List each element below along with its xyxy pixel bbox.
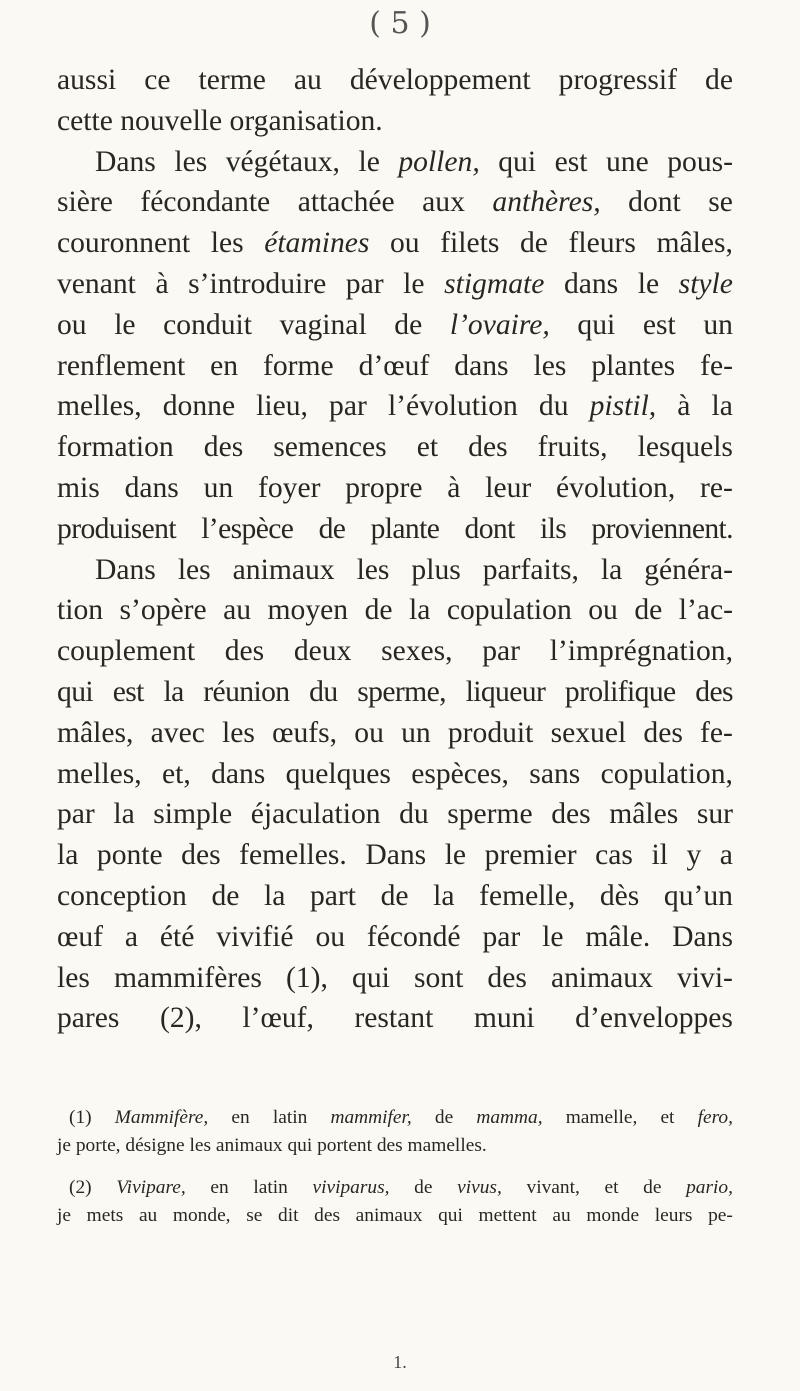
text-line: melles, et, dans quelques espèces, sans copulation,: [57, 757, 733, 790]
text-line: pares (2), l’œuf, restant muni d’enveloppes: [57, 1002, 733, 1035]
footnotes: [57, 1104, 733, 1230]
text-line: aussi ce terme au développement progressif de: [57, 64, 733, 96]
text-line: mis dans un foyer propre à leur évolution, re-: [57, 471, 733, 504]
body-text: [57, 60, 733, 1039]
footnote-line: je mets au monde, se dit des animaux qui mettent au monde leurs pe-: [57, 1205, 733, 1226]
footnote-line: je porte, désigne les animaux qui portent des mamelles.: [57, 1135, 487, 1156]
text-line: ou le conduit vaginal de l’ovaire, qui est un: [57, 308, 733, 341]
text-line: cette nouvelle organisation.: [57, 104, 383, 137]
text-line: qui est la réunion du sperme, liqueur prolifique des: [57, 675, 733, 708]
text-line: couronnent les étamines ou filets de fleurs mâles,: [57, 227, 733, 260]
footnote-line: (1) Mammifère, en latin mammifer, de mamma, mamelle, et fero,: [69, 1107, 733, 1128]
text-line: œuf a été vivifié ou fécondé par le mâle. Dans: [57, 920, 733, 953]
page-number: ( 5 ): [369, 6, 431, 41]
text-line: venant à s’introduire par le stigmate dans le style: [57, 267, 733, 300]
text-line: conception de la part de la femelle, dès qu’un: [57, 879, 733, 912]
text-line: renflement en forme d’œuf dans les plantes fe-: [57, 349, 733, 382]
text-line: mâles, avec les œufs, ou un produit sexuel des fe-: [57, 716, 733, 749]
text-line: par la simple éjaculation du sperme des mâles sur: [57, 798, 733, 831]
text-line: tion s’opère au moyen de la copulation ou de l’ac-: [57, 594, 733, 627]
footnote-line: (2) Vivipare, en latin viviparus, de vivus, vivant, et de pario,: [69, 1177, 733, 1198]
text-line: Dans les végétaux, le pollen, qui est une pous-: [95, 145, 733, 178]
text-line: produisent l’espèce de plante dont ils proviennent.: [57, 512, 733, 545]
text-line: Dans les animaux les plus parfaits, la généra-: [95, 553, 733, 586]
signature-mark: 1.: [393, 1352, 407, 1372]
text-line: sière fécondante attachée aux anthères, dont se: [57, 186, 733, 219]
text-line: les mammifères (1), qui sont des animaux vivi-: [57, 961, 733, 994]
text-line: couplement des deux sexes, par l’imprégnation,: [57, 635, 733, 668]
text-line: melles, donne lieu, par l’évolution du pistil, à la: [57, 390, 733, 423]
text-line: la ponte des femelles. Dans le premier cas il y a: [57, 839, 733, 872]
text-line: formation des semences et des fruits, lesquels: [57, 431, 733, 464]
